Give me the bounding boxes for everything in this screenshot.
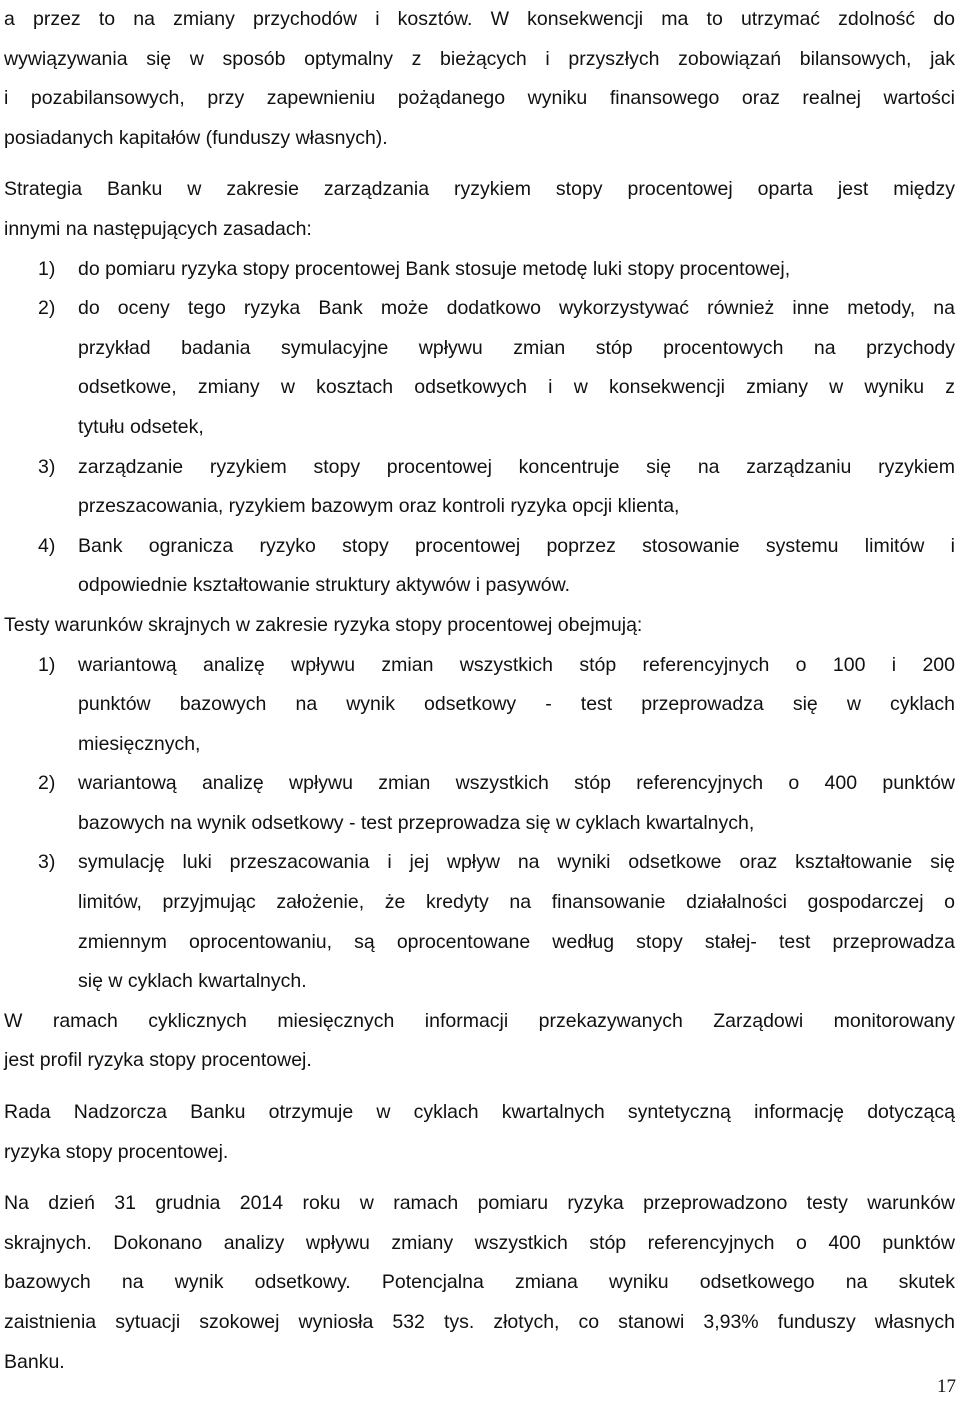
text-line: Na dzień 31 grudnia 2014 roku w ramach pomiaru ryzyka przeprowadzono testy warunków — [4, 1192, 955, 1215]
text-line: Testy warunków skrajnych w zakresie ryzyka stopy procentowej obejmują: — [4, 613, 643, 636]
list-item — [4, 527, 955, 606]
paragraph-results — [4, 1184, 955, 1382]
text-line: wariantową analizę wpływu zmian wszystkich stóp referencyjnych o 400 punktów — [78, 772, 955, 795]
text-line: wariantową analizę wpływu zmian wszystkich stóp referencyjnych o 100 i 200 — [78, 653, 955, 676]
list-item — [4, 764, 955, 843]
text-line: odpowiednie kształtowanie struktury aktywów i pasywów. — [78, 574, 571, 597]
paragraph-monitoring — [4, 1002, 955, 1081]
text-line: limitów, przyjmując założenie, że kredyty na finansowanie działalności gospodarczej o — [78, 891, 955, 914]
list-item — [4, 448, 955, 527]
list-number: 3) — [38, 455, 56, 478]
text-line: wywiązywania się w sposób optymalny z bieżących i przyszłych zobowiązań bilansowych, jak — [4, 47, 955, 70]
list-number: 3) — [38, 851, 56, 874]
list-number: 4) — [38, 534, 56, 557]
text-line: tytułu odsetek, — [78, 415, 204, 438]
text-line: posiadanych kapitałów (funduszy własnych). — [4, 126, 388, 149]
text-line: punktów bazowych na wynik odsetkowy - test przeprowadza się w cyklach — [78, 693, 955, 716]
text-line: skrajnych. Dokonano analizy wpływu zmiany wszystkich stóp referencyjnych o 400 punktów — [4, 1231, 955, 1254]
paragraph-intro — [4, 0, 955, 158]
list-item — [4, 250, 955, 290]
text-line: ryzyka stopy procentowej. — [4, 1140, 229, 1163]
text-line: zarządzanie ryzykiem stopy procentowej koncentruje się na zarządzaniu ryzykiem — [78, 455, 955, 478]
text-line: przykład badania symulacyjne wpływu zmian stóp procentowych na przychody — [78, 336, 955, 359]
text-line: symulację luki przeszacowania i jej wpływ na wyniki odsetkowe oraz kształtowanie się — [78, 851, 955, 874]
text-line: się w cyklach kwartalnych. — [78, 970, 307, 993]
text-line: jest profil ryzyka stopy procentowej. — [4, 1049, 312, 1072]
list-number: 2) — [38, 297, 56, 320]
paragraph-board — [4, 1093, 955, 1172]
text-line: zmiennym oprocentowaniu, są oprocentowane według stopy stałej- test przeprowadza — [78, 930, 955, 953]
text-line: W ramach cyklicznych miesięcznych informacji przekazywanych Zarządowi monitorowany — [4, 1009, 955, 1032]
text-line: do pomiaru ryzyka stopy procentowej Bank stosuje metodę luki stopy procentowej, — [78, 257, 791, 280]
list-number: 1) — [38, 257, 56, 280]
text-line: odsetkowe, zmiany w kosztach odsetkowych i w konsekwencji zmiany w wyniku z — [78, 376, 955, 399]
text-line: bazowych na wynik odsetkowy - test przeprowadza się w cyklach kwartalnych, — [78, 811, 755, 834]
list-number: 2) — [38, 772, 56, 795]
text-line: Strategia Banku w zakresie zarządzania ryzykiem stopy procentowej oparta jest między — [4, 178, 955, 201]
text-line: bazowych na wynik odsetkowy. Potencjalna zmiana wyniku odsetkowego na skutek — [4, 1271, 955, 1294]
text-line: miesięcznych, — [78, 732, 201, 755]
text-line: a przez to na zmiany przychodów i kosztów. W konsekwencji ma to utrzymać zdolność do — [4, 8, 955, 30]
text-line: zaistnienia sytuacji szokowej wyniosła 532 tys. złotych, co stanowi 3,93% funduszy własnych — [4, 1311, 955, 1333]
list-item — [4, 289, 955, 447]
strategy-list — [4, 250, 955, 606]
list-number: 1) — [38, 653, 56, 676]
paragraph-strategy — [4, 170, 955, 249]
list-item — [4, 646, 955, 765]
text-line: i pozabilansowych, przy zapewnieniu pożądanego wyniku finansowego oraz realnej wartości — [4, 87, 955, 110]
text-line: przeszacowania, ryzykiem bazowym oraz kontroli ryzyka opcji klienta, — [78, 495, 680, 518]
tests-list — [4, 646, 955, 1002]
text-line: innymi na następujących zasadach: — [4, 217, 312, 240]
text-line: Banku. — [4, 1350, 65, 1373]
document-page — [4, 0, 955, 1382]
page-number: 17 — [937, 1376, 956, 1397]
list-item — [4, 843, 955, 1001]
paragraph-tests — [4, 606, 955, 646]
text-line: Bank ogranicza ryzyko stopy procentowej poprzez stosowanie systemu limitów i — [78, 534, 955, 557]
text-line: Rada Nadzorcza Banku otrzymuje w cyklach kwartalnych syntetyczną informację dotyczącą — [4, 1101, 955, 1124]
text-line: do oceny tego ryzyka Bank może dodatkowo wykorzystywać również inne metody, na — [78, 297, 955, 320]
